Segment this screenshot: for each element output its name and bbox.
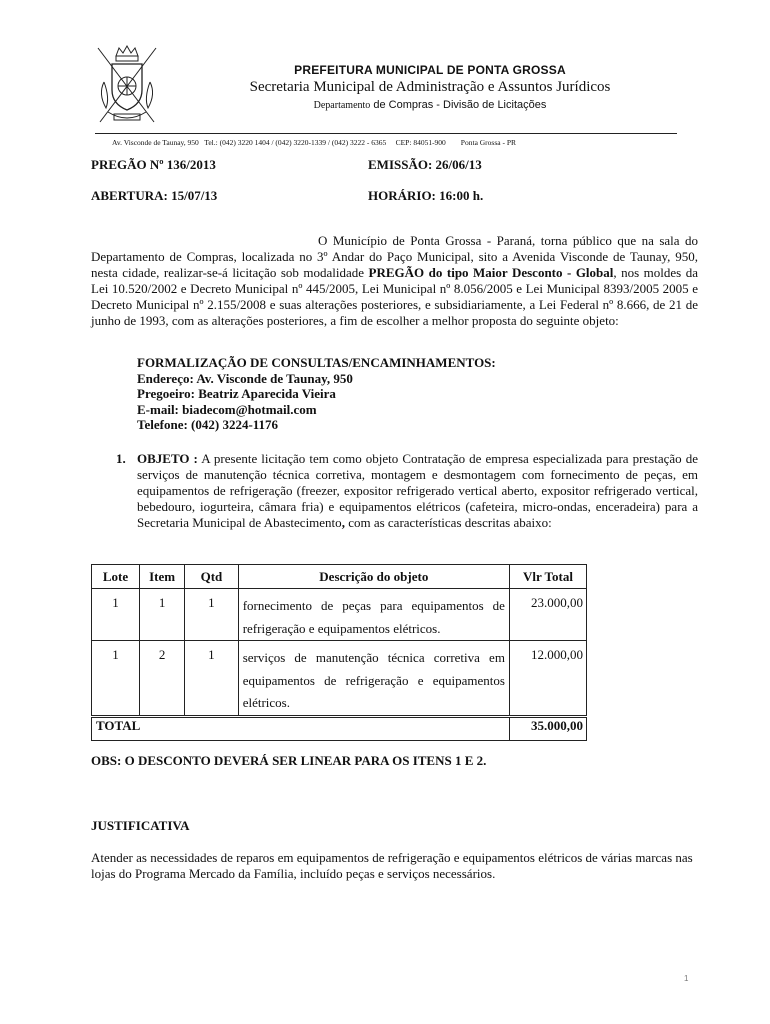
header-prefix: PREFEITURA [294,63,373,77]
objeto-label: OBJETO : [137,451,198,466]
cell-qtd: 1 [185,589,239,641]
cell-descricao: fornecimento de peças para equipamentos de refrigeração e equipamentos elétricos. [238,589,509,641]
table-header-row [92,565,587,589]
objeto-paragraph [137,451,698,531]
intro-paragraph [91,233,698,329]
items-table [91,564,587,741]
intro-text-2: , nos moldes da Lei 10.520/2002 e Decreto Municipal nº 445/2005, Lei Municipal nº 8.056/2005 e Lei Municipal 8393/2005 2005 e Decreto Municipal nº 2.155/2008 e suas alterações posteriores, e subsidiariamente, a Lei Federal nº 8.666, de 21 de junho de 1993, com as alterações posteriores, a fim de escolher a melhor proposta do seguinte objeto: [91,265,699,328]
contact-telefone: Telefone: (042) 3224-1176 [137,417,279,432]
cell-lote: 1 [92,641,140,717]
intro-text-1: O Município de Ponta Grossa - Paraná, torna público que na sala do Departamento de Compras, localizada no 3º Andar do Paço Municipal, sito a Avenida Visconde de Taunay, 950, nesta cidade, realizar-se-á licitação sob modalidade [91,233,698,280]
header-title [150,63,710,77]
table-row [92,641,587,717]
total-label: TOTAL [92,716,510,740]
abertura-date: ABERTURA: 15/07/13 [91,188,218,203]
header-dept-prefix: Departamento [313,100,371,111]
contact-endereco: Endereço: Av. Visconde de Taunay, 950 [137,370,353,386]
obs-note: OBS: O DESCONTO DEVERÁ SER LINEAR PARA OS ITENS 1 E 2. [91,753,487,768]
col-header-item: Item [139,565,184,589]
cell-descricao: serviços de manutenção técnica corretiva em equipamentos de refrigeração e equipamentos elétricos. [238,641,509,717]
justificativa-title: JUSTIFICATIVA [91,818,190,833]
total-value: 35.000,00 [509,716,586,740]
contact-block [137,355,496,433]
header-divider [95,133,677,134]
cell-vlr-total: 12.000,00 [509,641,586,717]
table-row [92,589,587,641]
header-department [150,99,710,111]
cell-item: 1 [139,589,184,641]
intro-modalidade: PREGÃO do tipo Maior Desconto - Global [368,265,614,280]
page-number: 1 [684,974,689,983]
cell-lote: 1 [92,589,140,641]
col-header-descricao: Descrição do objeto [238,565,509,589]
cell-qtd: 1 [185,641,239,717]
header-municipality: MUNICIPAL DE PONTA GROSSA [372,63,566,77]
contact-email: E-mail: biadecom@hotmail.com [137,401,317,417]
objeto-number: 1. [116,451,126,466]
justificativa-text: Atender as necessidades de reparos em equipamentos de refrigeração e equipamentos elétricos de várias marcas nas lojas do Programa Mercado da Família, incluído peças e serviços necessários. [91,850,693,881]
col-header-lote: Lote [92,565,140,589]
emissao-date: EMISSÃO: 26/06/13 [368,157,482,172]
header-secretaria: Secretaria Municipal de Administração e Assuntos Jurídicos [249,79,611,95]
horario-time: HORÁRIO: 16:00 h. [368,188,484,203]
objeto-text: A presente licitação tem como objeto Contratação de empresa especializada para prestação de serviços de manutenção técnica corretiva, montagem e desmontagem com fornecimento de peças, em equipamentos de refrigeração (freezer, expositor refrigerado vertical aberto, expositor refrigerado vertical, bebedouro, iogurteira, câmara fria) e equipamentos elétricos (cafeteira, micro-ondas, enceradeira) para a Secretaria Municipal de Abastecimento [137,451,698,530]
header-dept-rest: de Compras - Divisão de Licitações [370,99,547,111]
pregao-number: PREGÃO Nº 136/2013 [91,157,216,172]
objeto-comma: , [341,515,345,530]
col-header-vlr-total: Vlr Total [509,565,586,589]
header-address: Av. Visconde de Taunay, 950 Tel.: (042) 3220 1404 / (042) 3220-1339 / (042) 3222 - 6365 CEP: 84051-900 Ponta Grossa - PR [112,138,517,147]
cell-item: 2 [139,641,184,717]
contact-title: FORMALIZAÇÃO DE CONSULTAS/ENCAMINHAMENTOS: [137,355,496,370]
cell-vlr-total: 23.000,00 [509,589,586,641]
objeto-text-2: com as características descritas abaixo: [344,515,552,530]
table-total-row [92,716,587,740]
col-header-qtd: Qtd [185,565,239,589]
contact-pregoeiro: Pregoeiro: Beatriz Aparecida Vieira [137,386,336,401]
